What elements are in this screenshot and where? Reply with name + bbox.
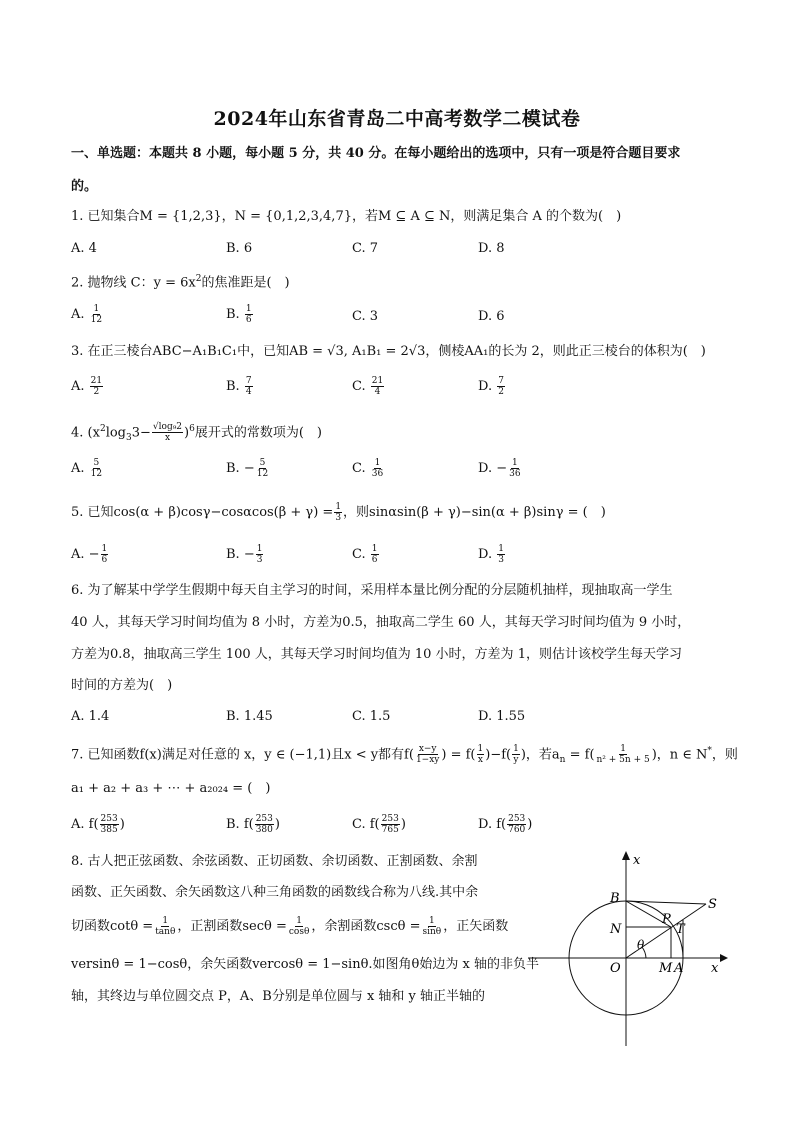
q1-option-d: D. 8	[478, 241, 505, 256]
q1-stem: 1. 已知集合M = {1,2,3}，N = {0,1,2,3,4,7}，若M ⊆ A ⊆ N，则满足集合 A 的个数为( )	[71, 209, 622, 224]
q7-stem: 7. 已知函数f(x)满足对任意的 x，y ∈ (−1,1)且x < y都有f( $\frac{x-y}{1-xy}$ ) = f( $\frac{1}{x}$ )−f( $\frac{1}{y}$ )，若$a_n = f$( $\frac{1}{\text{n² + 5n + 5}}$ )，n ∈ N*，则	[71, 744, 738, 766]
q7-option-a: A. f( $\frac{253}{385}$ )	[71, 814, 125, 835]
q3-option-b: B. $\frac{7}{4}$	[226, 376, 252, 397]
label-b: B	[610, 891, 620, 906]
q4-option-c: C. $\frac{1}{36}$	[352, 458, 384, 479]
q1-option-b: B. 6	[226, 241, 253, 256]
q3-stem: 3. 在正三棱台ABC−A₁B₁C₁中，已知AB = √3, A₁B₁ = 2√3，侧棱AA₁的长为 2，则此正三棱台的体积为( )	[71, 344, 706, 359]
x-axis-arrow	[720, 954, 728, 962]
label-a: A	[674, 961, 684, 976]
unit-circle-figure	[528, 848, 728, 1048]
label-o: O	[610, 961, 621, 976]
q8-line-5: 轴，其终边与单位圆交点 P，A、B分别是单位圆与 x 轴和 y 轴正半轴的	[71, 989, 486, 1004]
q6-option-b: B. 1.45	[226, 709, 273, 724]
q8-line-3: 切函数cotθ = $\frac{1}{\tan\theta}$ ，正割函数secθ = $\frac{1}{\cos\theta}$ ，余割函数cscθ = $\frac{1}{\sin\theta}$ ，正矢函数	[71, 916, 509, 937]
q5-stem: 5. 已知cos(α + β)cosγ−cosαcos(β + γ) = $\frac{1}{3}$ ，则sinαsin(β + γ)−sin(α + β)sinγ = ( )	[71, 502, 606, 523]
q2-option-a: A. $\frac{1}{12}$	[71, 304, 103, 325]
q3-option-d: D. $\frac{7}{2}$	[478, 376, 504, 397]
q5-option-a: A. − $\frac{1}{6}$	[71, 544, 108, 565]
q5-option-c: C. $\frac{1}{6}$	[352, 544, 378, 565]
section-header: 一、单选题：本题共 8 小题，每小题 5 分，共 40 分。在每小题给出的选项中，只有一项是符合题目要求	[71, 146, 681, 161]
q6-option-c: C. 1.5	[352, 709, 391, 724]
q5-option-d: D. $\frac{1}{3}$	[478, 544, 504, 565]
q3-option-c: C. $\frac{21}{4}$	[352, 376, 384, 397]
q6-line-1: 6. 为了解某中学学生假期中每天自主学习的时间，采用样本量比例分配的分层随机抽样，现抽取高一学生	[71, 583, 673, 598]
label-s: S	[708, 897, 717, 912]
label-m: M	[659, 961, 673, 976]
q5-option-b: B. − $\frac{1}{3}$	[226, 544, 263, 565]
q2-option-b: B. $\frac{1}{6}$	[226, 304, 252, 325]
q7-option-c: C. f( $\frac{253}{765}$ )	[352, 814, 406, 835]
label-x-top: x	[633, 853, 641, 868]
q4-option-b: B. − $\frac{5}{12}$	[226, 458, 269, 479]
q7-line-2: a₁ + a₂ + a₃ + ⋯ + a₂₀₂₄ = ( )	[71, 781, 271, 796]
q6-line-2: 40 人，其每天学习时间均值为 8 小时，方差为0.5，抽取高二学生 60 人，其每天学习时间均值为 9 小时，	[71, 615, 691, 630]
q6-option-d: D. 1.55	[478, 709, 526, 724]
label-t: T	[676, 922, 685, 937]
label-x-right: x	[711, 961, 719, 976]
q2-stem: 2. 抛物线 C：$y = 6x^2$的焦准距是( )	[71, 274, 290, 291]
q3-option-a: A. $\frac{21}{2}$	[71, 376, 103, 397]
q6-line-3: 方差为0.8，抽取高三学生 100 人，其每天学习时间均值为 10 小时，方差为 1，则估计该校学生每天学习	[71, 647, 682, 662]
q2-option-d: D. 6	[478, 309, 505, 324]
page-title: 2024年山东省青岛二中高考数学二模试卷	[213, 108, 581, 130]
q4-stem: 4. ($x^2\log_33-$ $\frac{\text{√log₉2}}{x}$ )$^6$展开式的常数项为( )	[71, 422, 323, 444]
q8-line-2: 函数、正矢函数、余矢函数这八种三角函数的函数线合称为八线.其中余	[71, 885, 479, 900]
q4-option-a: A. $\frac{5}{12}$	[71, 458, 103, 479]
q6-line-4: 时间的方差为( )	[71, 678, 173, 693]
q8-line-1: 8. 古人把正弦函数、余弦函数、正切函数、余切函数、正割函数、余割	[71, 854, 478, 869]
y-axis-arrow	[622, 851, 630, 860]
q1-option-c: C. 7	[352, 241, 379, 256]
label-n: N	[610, 922, 622, 937]
label-p: P	[662, 912, 671, 927]
q7-option-b: B. f( $\frac{253}{380}$ )	[226, 814, 280, 835]
q7-option-d: D. f( $\frac{253}{760}$ )	[478, 814, 533, 835]
q6-option-a: A. 1.4	[71, 709, 110, 724]
q1-option-a: A. 4	[71, 241, 97, 256]
section-header-cont: 的。	[71, 179, 98, 194]
q4-option-d: D. − $\frac{1}{36}$	[478, 458, 521, 479]
label-theta: θ	[637, 938, 645, 952]
q2-option-c: C. 3	[352, 309, 379, 324]
unit-circle-svg	[528, 848, 728, 1048]
q8-line-4: versinθ = 1−cosθ，余矢函数vercosθ = 1−sinθ.如图角θ始边为 x 轴的非负半	[71, 957, 539, 972]
